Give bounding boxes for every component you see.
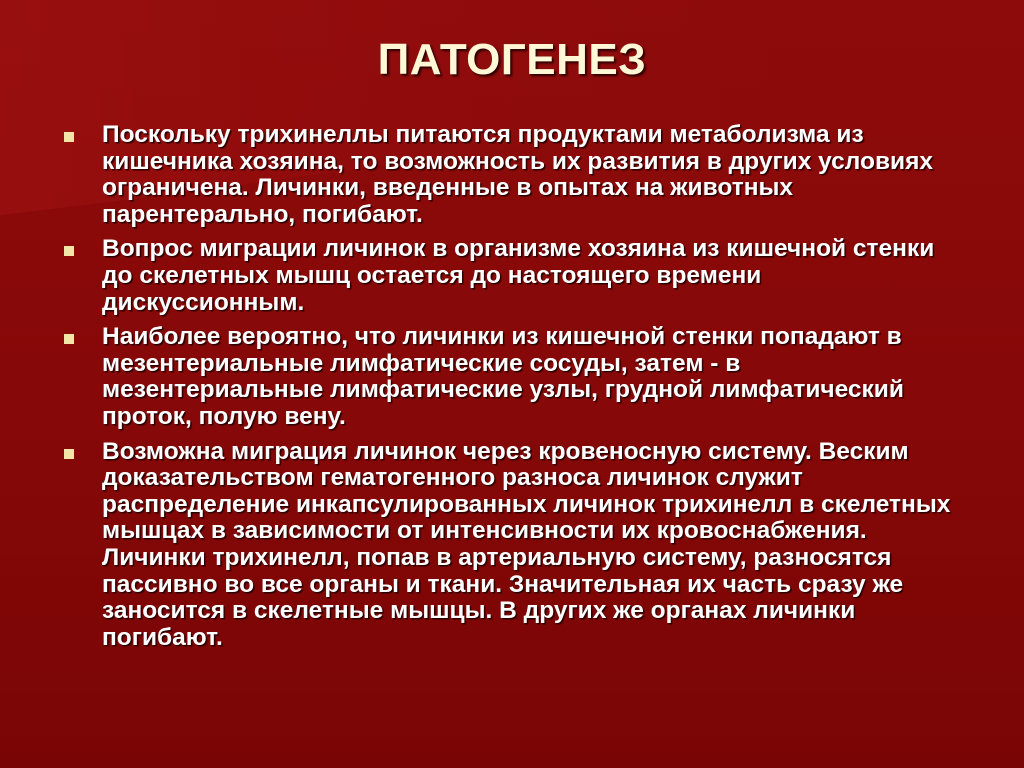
square-bullet-icon: [64, 246, 74, 256]
square-bullet-icon: [64, 132, 74, 142]
bullet-text: Возможна миграция личинок через кровеносную систему. Веским доказательством гематогенного разноса личинок служит распределение инкапсулированных личинок трихинелл в скелетных мышцах в зависимости от интенсивности их кровоснабжения. Личинки трихинелл, попав в артериальную систему, разносятся пассивно во все органы и ткани. Значительная их часть сразу же заносится в скелетные мышцы. В других же органах личинки погибают.: [102, 437, 951, 651]
bullet-item: [62, 122, 962, 228]
square-bullet-icon: [64, 449, 74, 459]
bullet-text: Наиболее вероятно, что личинки из кишечной стенки попадают в мезентериальные лимфатические сосуды, затем - в мезентериальные лимфатические узлы, грудной лимфатический проток, полую вену.: [102, 323, 904, 430]
bullet-item: [62, 236, 962, 316]
square-bullet-icon: [64, 334, 74, 344]
bullet-item: [62, 324, 962, 430]
bullet-text: Вопрос миграции личинок в организме хозяина из кишечной стенки до скелетных мышц остается до настоящего времени дискуссионным.: [102, 235, 935, 316]
bullet-list: [62, 122, 962, 659]
bullet-text: Поскольку трихинеллы питаются продуктами метаболизма из кишечника хозяина, то возможность их развития в других условиях ограничена. Личинки, введенные в опытах на животных парентерально, погибают.: [102, 121, 934, 228]
bullet-item: [62, 439, 962, 652]
slide-title: ПАТОГЕНЕЗ: [377, 35, 647, 84]
